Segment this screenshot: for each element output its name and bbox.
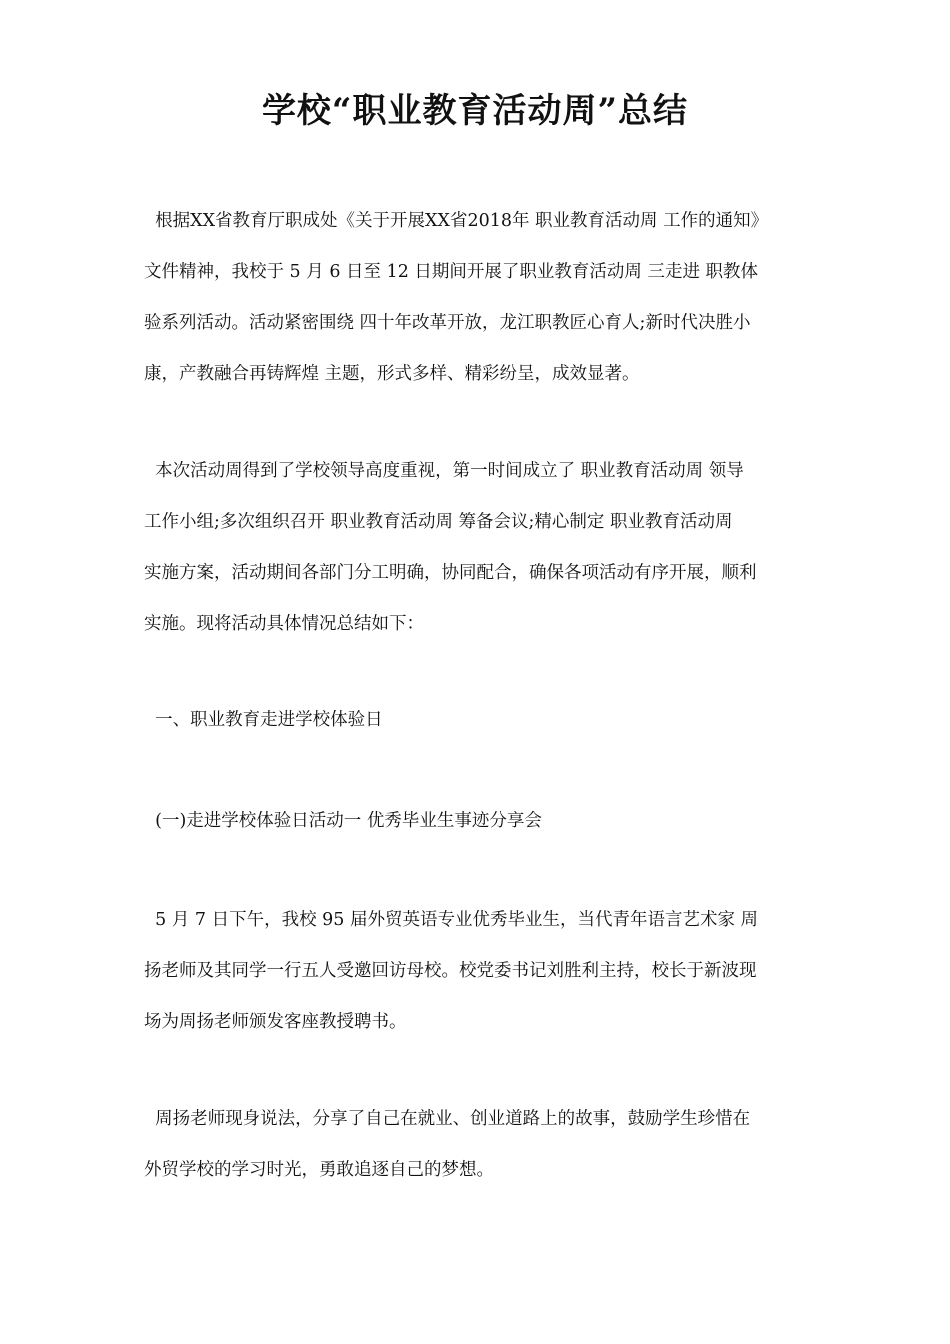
text-line: 文件精神，我校于 5 月 6 日至 12 日期间开展了职业教育活动周 三走进 职教体 — [144, 262, 759, 282]
section-heading — [144, 695, 816, 746]
text-line: 验系列活动。活动紧密围绕 四十年改革开放，龙江职教匠心育人;新时代决胜小 — [144, 313, 751, 333]
text-line: 实施方案，活动期间各部门分工明确，协同配合，确保各项活动有序开展，顺利 — [144, 563, 757, 583]
text-line: 扬老师及其同学一行五人受邀回访母校。校党委书记刘胜利主持，校长于新波现 — [144, 961, 757, 981]
text-line: 根据XX省教育厅职成处《关于开展XX省2018年 职业教育活动周 工作的通知》 — [144, 211, 769, 231]
text-line: 康，产教融合再铸辉煌 主题，形式多样、精彩纷呈，成效显著。 — [144, 364, 640, 384]
paragraph-3 — [144, 895, 816, 1048]
subsection-heading — [144, 796, 816, 847]
paragraph-1 — [144, 196, 816, 400]
paragraph-2 — [144, 446, 816, 650]
text-line: 本次活动周得到了学校领导高度重视，第一时间成立了 职业教育活动周 领导 — [144, 461, 744, 481]
text-line: 一、职业教育走进学校体验日 — [144, 710, 383, 730]
document-title: 学校“职业教育活动周”总结 — [261, 91, 689, 131]
text-line: 周扬老师现身说法，分享了自己在就业、创业道路上的故事，鼓励学生珍惜在 — [144, 1109, 751, 1129]
text-line: 场为周扬老师颁发客座教授聘书。 — [144, 1012, 407, 1032]
text-line: 实施。现将活动具体情况总结如下： — [144, 614, 424, 634]
text-line: 外贸学校的学习时光，勇敢追逐自己的梦想。 — [144, 1160, 494, 1180]
paragraph-4 — [144, 1094, 816, 1196]
text-line: 5 月 7 日下午，我校 95 届外贸英语专业优秀毕业生，当代青年语言艺术家 周 — [144, 910, 759, 930]
text-line: 工作小组;多次组织召开 职业教育活动周 筹备会议;精心制定 职业教育活动周 — [144, 512, 733, 532]
text-line: (一)走进学校体验日活动一 优秀毕业生事迹分享会 — [144, 811, 542, 831]
